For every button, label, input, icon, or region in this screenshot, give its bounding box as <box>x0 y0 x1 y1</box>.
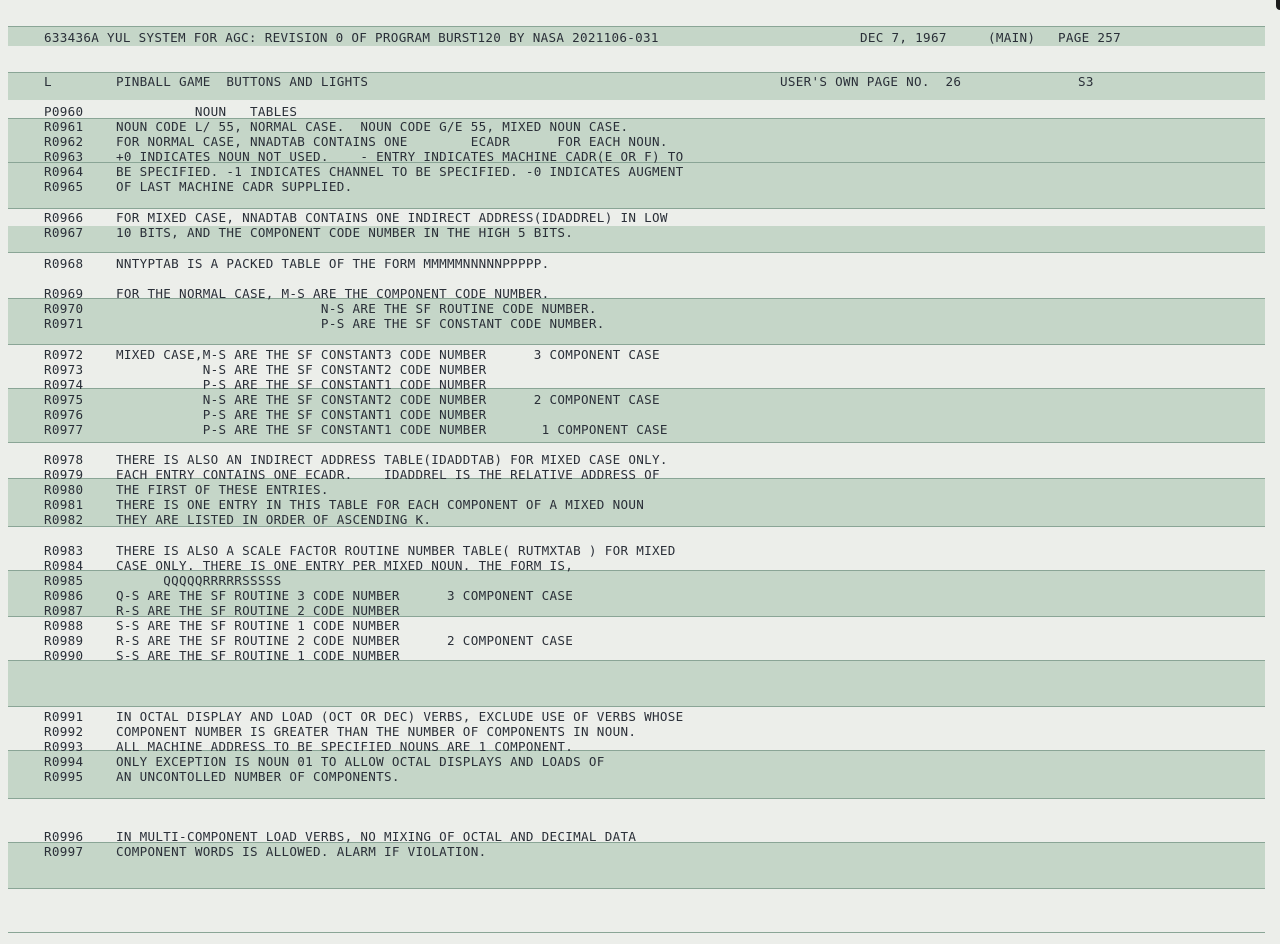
line-number: R0989 <box>44 633 84 648</box>
line-text: THERE IS ALSO A SCALE FACTOR ROUTINE NUMBER TABLE( RUTMXTAB ) FOR MIXED <box>116 543 676 558</box>
paper-rule <box>8 72 1265 73</box>
line-text: S-S ARE THE SF ROUTINE 1 CODE NUMBER <box>116 648 400 663</box>
line-number: R0980 <box>44 482 84 497</box>
line-text: THERE IS ALSO AN INDIRECT ADDRESS TABLE(IDADDTAB) FOR MIXED CASE ONLY. <box>116 452 668 467</box>
line-number: R0988 <box>44 618 84 633</box>
line-text: MIXED CASE,M-S ARE THE SF CONSTANT3 CODE NUMBER 3 COMPONENT CASE <box>116 347 660 362</box>
paper-rule <box>8 706 1265 707</box>
line-number: R0975 <box>44 392 84 407</box>
line-text: NOUN TABLES <box>116 104 298 119</box>
line-number: P0960 <box>44 104 84 119</box>
line-text: CASE ONLY. THERE IS ONE ENTRY PER MIXED NOUN. THE FORM IS, <box>116 558 574 573</box>
line-number: R0970 <box>44 301 84 316</box>
line-text: R-S ARE THE SF ROUTINE 2 CODE NUMBER 2 COMPONENT CASE <box>116 633 574 648</box>
line-text: R-S ARE THE SF ROUTINE 2 CODE NUMBER <box>116 603 400 618</box>
line-text: N-S ARE THE SF ROUTINE CODE NUMBER. <box>116 301 597 316</box>
line-number: R0971 <box>44 316 84 331</box>
line-number: R0979 <box>44 467 84 482</box>
line-number: R0972 <box>44 347 84 362</box>
line-text: NOUN CODE L/ 55, NORMAL CASE. NOUN CODE G/E 55, MIXED NOUN CASE. <box>116 119 629 134</box>
line-text: COMPONENT WORDS IS ALLOWED. ALARM IF VIOLATION. <box>116 844 487 859</box>
line-number: R0966 <box>44 210 84 225</box>
line-text: FOR THE NORMAL CASE, M-S ARE THE COMPONENT CODE NUMBER. <box>116 286 550 301</box>
line-text: P-S ARE THE SF CONSTANT1 CODE NUMBER 1 COMPONENT CASE <box>116 422 668 437</box>
line-text: 10 BITS, AND THE COMPONENT CODE NUMBER IN THE HIGH 5 BITS. <box>116 225 574 240</box>
line-number: R0991 <box>44 709 84 724</box>
header-user-page: USER'S OWN PAGE NO. 26 <box>780 74 962 89</box>
line-number: R0997 <box>44 844 84 859</box>
line-number: R0961 <box>44 119 84 134</box>
line-text: THE FIRST OF THESE ENTRIES. <box>116 482 329 497</box>
header-page-number: PAGE 257 <box>1058 30 1122 45</box>
line-number: R0976 <box>44 407 84 422</box>
header-column-l: L <box>44 74 52 89</box>
line-text: AN UNCONTOLLED NUMBER OF COMPONENTS. <box>116 769 400 784</box>
line-text: THEY ARE LISTED IN ORDER OF ASCENDING K. <box>116 512 432 527</box>
line-text: COMPONENT NUMBER IS GREATER THAN THE NUMBER OF COMPONENTS IN NOUN. <box>116 724 637 739</box>
line-number: R0996 <box>44 829 84 844</box>
header-date: DEC 7, 1967 <box>860 30 947 45</box>
line-number: R0962 <box>44 134 84 149</box>
line-text: BE SPECIFIED. -1 INDICATES CHANNEL TO BE SPECIFIED. -0 INDICATES AUGMENT <box>116 164 684 179</box>
paper-rule <box>8 252 1265 253</box>
line-text: S-S ARE THE SF ROUTINE 1 CODE NUMBER <box>116 618 400 633</box>
line-number: R0993 <box>44 739 84 754</box>
paper-rule <box>8 932 1265 933</box>
line-number: R0987 <box>44 603 84 618</box>
paper-rule <box>8 798 1265 799</box>
paper-rule <box>8 888 1265 889</box>
line-text: IN OCTAL DISPLAY AND LOAD (OCT OR DEC) VERBS, EXCLUDE USE OF VERBS WHOSE <box>116 709 684 724</box>
line-number: R0963 <box>44 149 84 164</box>
line-number: R0984 <box>44 558 84 573</box>
line-text: +0 INDICATES NOUN NOT USED. - ENTRY INDICATES MACHINE CADR(E OR F) TO <box>116 149 684 164</box>
line-number: R0978 <box>44 452 84 467</box>
line-text: ONLY EXCEPTION IS NOUN 01 TO ALLOW OCTAL DISPLAYS AND LOADS OF <box>116 754 605 769</box>
line-number: R0969 <box>44 286 84 301</box>
header-program-title: 633436A YUL SYSTEM FOR AGC: REVISION 0 OF PROGRAM BURST120 BY NASA 2021106-031 <box>44 30 659 45</box>
line-number: R0990 <box>44 648 84 663</box>
header-section-title: PINBALL GAME BUTTONS AND LIGHTS <box>116 74 369 89</box>
line-number: R0983 <box>44 543 84 558</box>
binding-mark <box>1276 0 1280 10</box>
line-number: R0982 <box>44 512 84 527</box>
line-text: FOR MIXED CASE, NNADTAB CONTAINS ONE INDIRECT ADDRESS(IDADDREL) IN LOW <box>116 210 668 225</box>
line-number: R0968 <box>44 256 84 271</box>
line-number: R0986 <box>44 588 84 603</box>
line-number: R0994 <box>44 754 84 769</box>
line-number: R0995 <box>44 769 84 784</box>
line-text: Q-S ARE THE SF ROUTINE 3 CODE NUMBER 3 COMPONENT CASE <box>116 588 574 603</box>
line-text: THERE IS ONE ENTRY IN THIS TABLE FOR EACH COMPONENT OF A MIXED NOUN <box>116 497 645 512</box>
paper-rule <box>8 26 1265 27</box>
paper-rule <box>8 208 1265 209</box>
line-text: FOR NORMAL CASE, NNADTAB CONTAINS ONE ECADR FOR EACH NOUN. <box>116 134 668 149</box>
line-number: R0977 <box>44 422 84 437</box>
line-text: EACH ENTRY CONTAINS ONE ECADR. IDADDREL IS THE RELATIVE ADDRESS OF <box>116 467 660 482</box>
line-text: P-S ARE THE SF CONSTANT CODE NUMBER. <box>116 316 605 331</box>
line-number: R0965 <box>44 179 84 194</box>
line-text: NNTYPTAB IS A PACKED TABLE OF THE FORM MMMMMNNNNNPPPPP. <box>116 256 550 271</box>
line-number: R0964 <box>44 164 84 179</box>
line-number: R0973 <box>44 362 84 377</box>
paper-rule <box>8 344 1265 345</box>
paper-band <box>8 660 1265 706</box>
header-main: (MAIN) <box>988 30 1036 45</box>
line-number: R0985 <box>44 573 84 588</box>
line-text: P-S ARE THE SF CONSTANT1 CODE NUMBER <box>116 407 487 422</box>
line-number: R0992 <box>44 724 84 739</box>
line-number: R0974 <box>44 377 84 392</box>
line-text: OF LAST MACHINE CADR SUPPLIED. <box>116 179 353 194</box>
line-text: IN MULTI-COMPONENT LOAD VERBS, NO MIXING OF OCTAL AND DECIMAL DATA <box>116 829 637 844</box>
line-text: QQQQQRRRRRSSSSS <box>116 573 282 588</box>
line-number: R0967 <box>44 225 84 240</box>
line-text: N-S ARE THE SF CONSTANT2 CODE NUMBER 2 COMPONENT CASE <box>116 392 660 407</box>
header-code: S3 <box>1078 74 1094 89</box>
line-text: ALL MACHINE ADDRESS TO BE SPECIFIED NOUNS ARE 1 COMPONENT. <box>116 739 574 754</box>
line-text: P-S ARE THE SF CONSTANT1 CODE NUMBER <box>116 377 487 392</box>
line-text: N-S ARE THE SF CONSTANT2 CODE NUMBER <box>116 362 487 377</box>
paper-rule <box>8 442 1265 443</box>
line-number: R0981 <box>44 497 84 512</box>
